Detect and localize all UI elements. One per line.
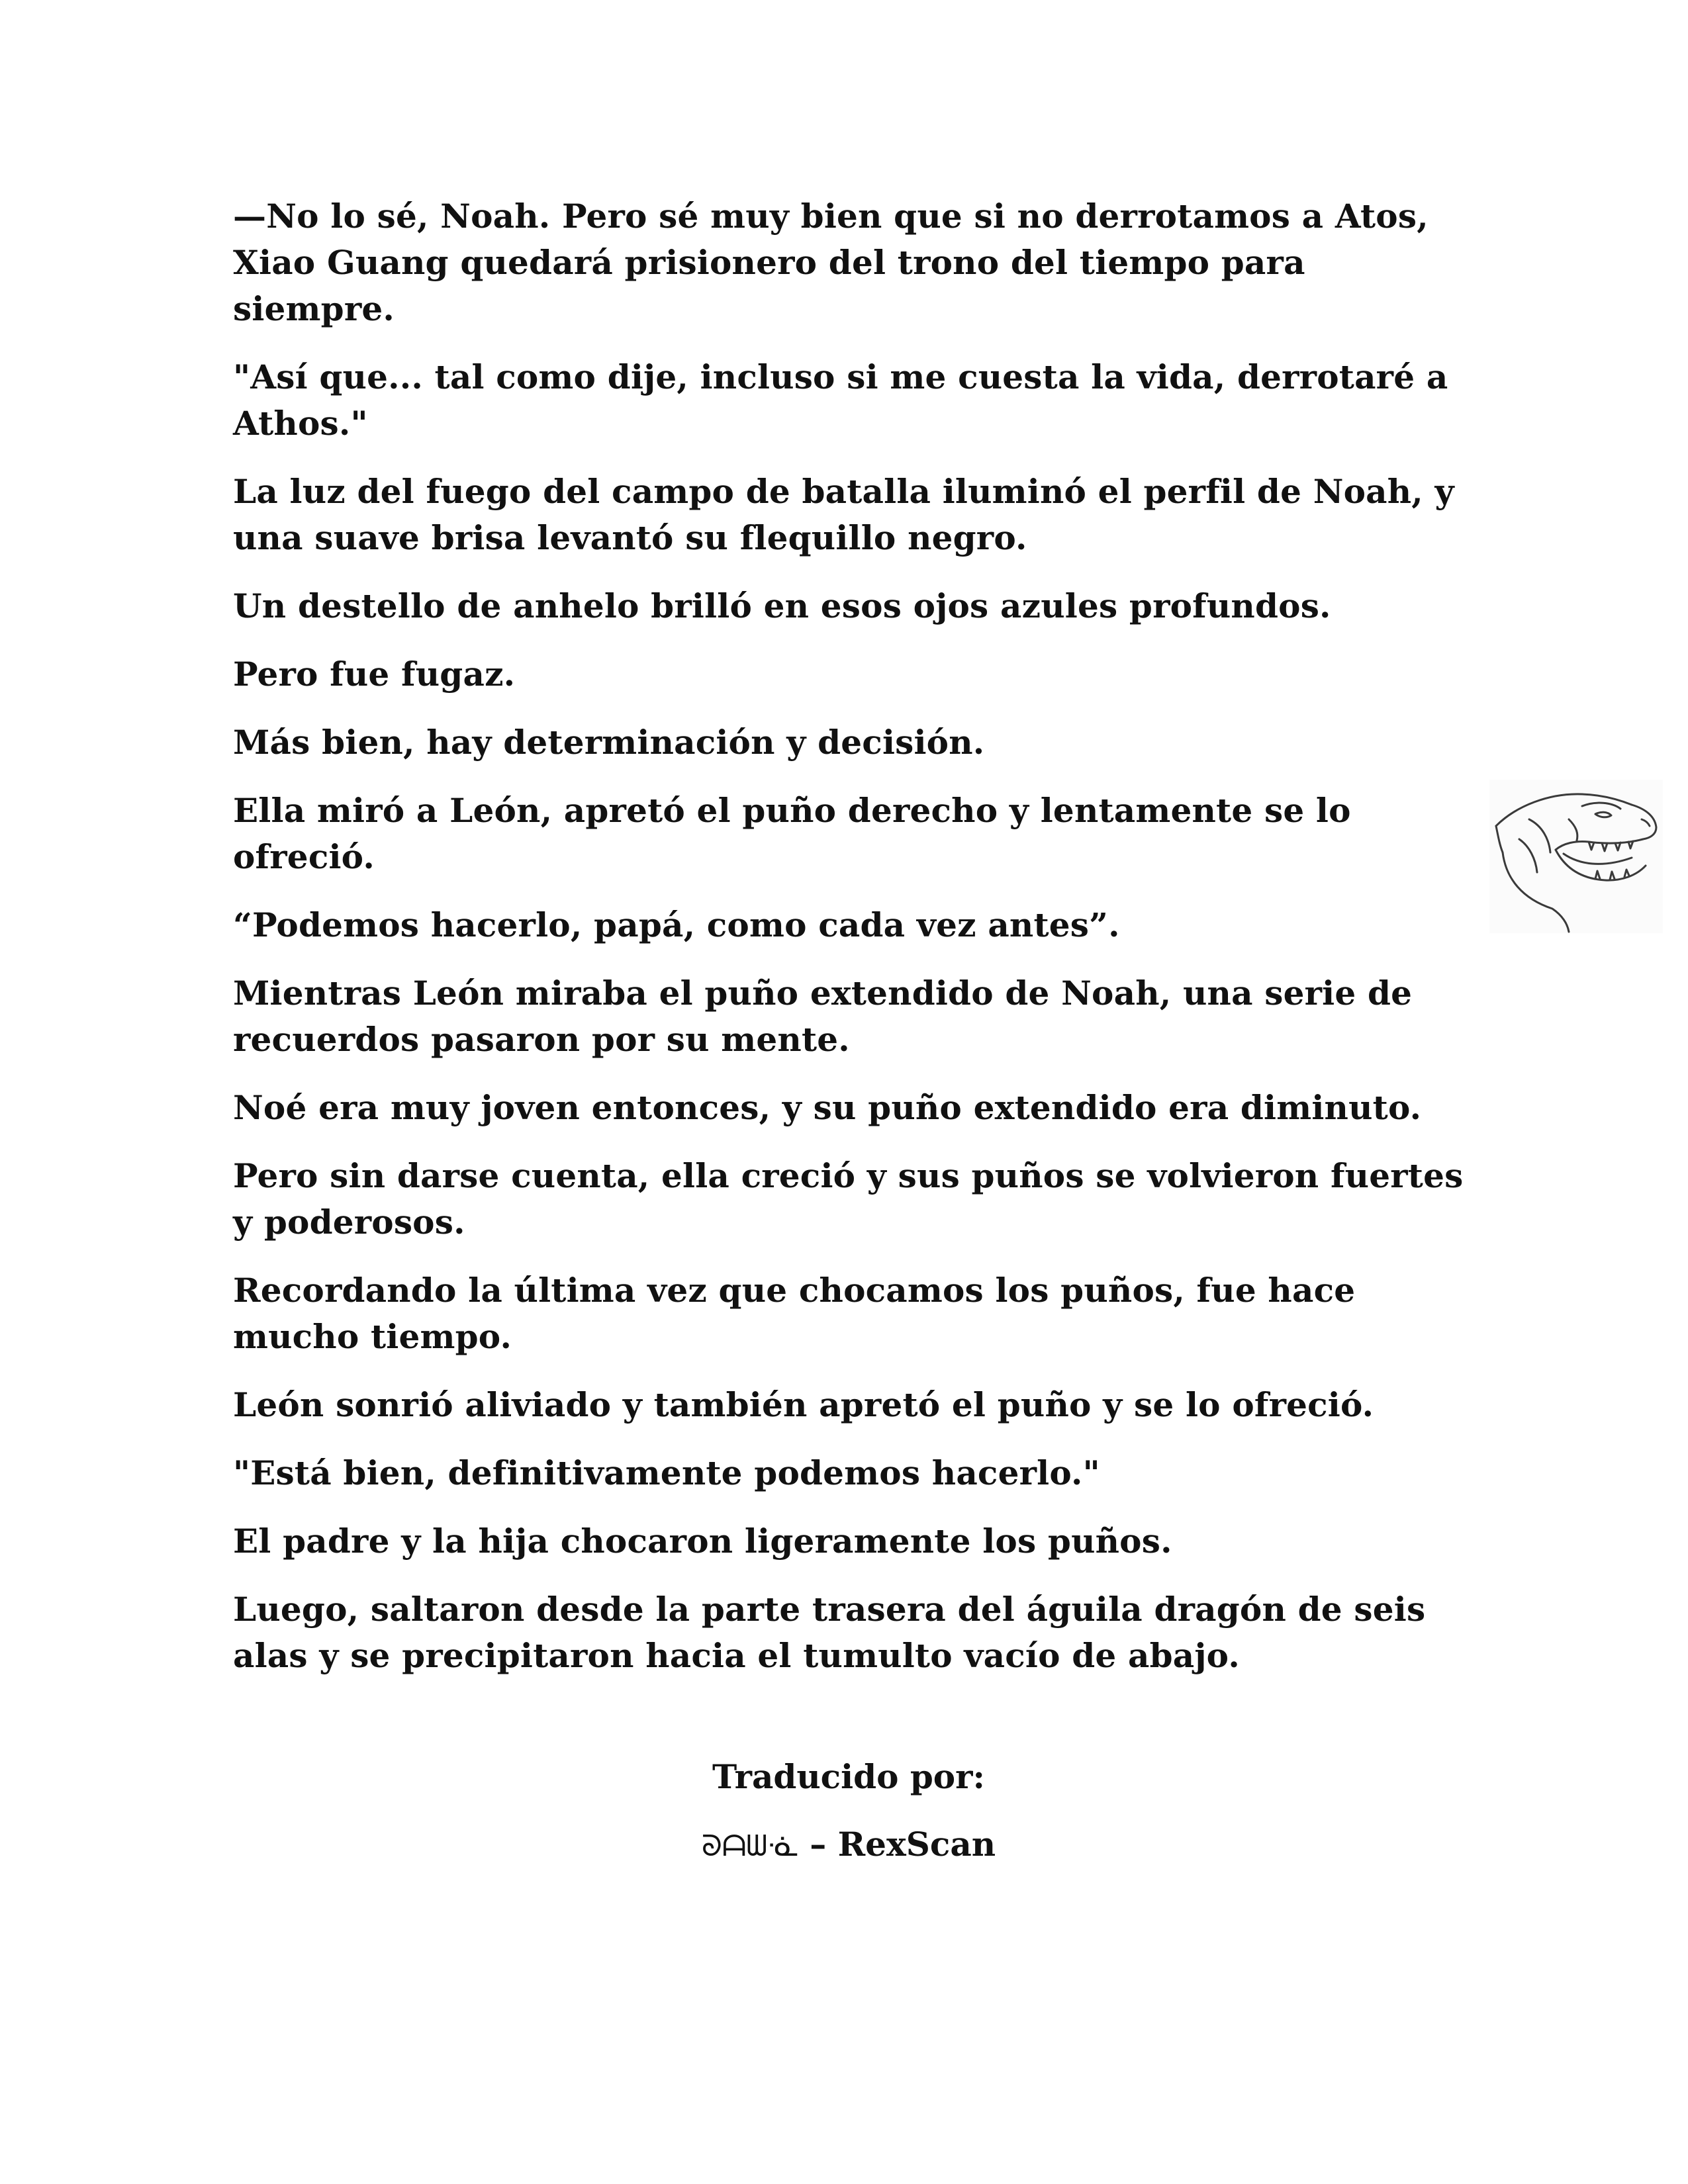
- paragraph: Ella miró a León, apretó el puño derecho y lentamente se lo ofreció.: [233, 791, 1351, 876]
- paragraph: Recordando la última vez que chocamos los puños, fue hace mucho tiempo.: [233, 1271, 1356, 1356]
- paragraph: —No lo sé, Noah. Pero sé muy bien que si no derrotamos a Atos, Xiao Guang quedará prisionero del trono del tiempo para siempre.: [233, 197, 1429, 328]
- credits-separator: –: [798, 1825, 838, 1864]
- paragraph: Más bien, hay determinación y decisión.: [233, 723, 985, 762]
- paragraph: Luego, saltaron desde la parte trasera del águila dragón de seis alas y se precipitaron hacia el tumulto vacío de abajo.: [233, 1590, 1426, 1675]
- paragraph: León sonrió aliviado y también apretó el puño y se lo ofreció.: [233, 1385, 1374, 1424]
- trex-head-sketch-icon: [1489, 780, 1663, 933]
- paragraph: "Así que... tal como dije, incluso si me cuesta la vida, derrotaré a Athos.": [233, 357, 1448, 443]
- credits-title: Traducido por:: [712, 1757, 985, 1796]
- paragraph: El padre y la hija chocaron ligeramente los puños.: [233, 1522, 1172, 1561]
- paragraph: Noé era muy joven entonces, y su puño extendido era diminuto.: [233, 1088, 1422, 1127]
- paragraph: Mientras León miraba el puño extendido de Noah, una serie de recuerdos pasaron por su mente.: [233, 974, 1413, 1059]
- body-text: [233, 193, 1464, 1701]
- paragraph: Pero fue fugaz.: [233, 655, 516, 694]
- paragraph: “Podemos hacerlo, papá, como cada vez antes”.: [233, 905, 1120, 944]
- paragraph: Pero sin darse cuenta, ella creció y sus puños se volvieron fuertes y poderosos.: [233, 1156, 1464, 1242]
- scan-group-name: RexScan: [837, 1825, 996, 1864]
- translator-signature: ᘐᗩᗯᓍ: [701, 1829, 798, 1863]
- paragraph: La luz del fuego del campo de batalla iluminó el perfil de Noah, y una suave brisa levantó su flequillo negro.: [233, 472, 1454, 557]
- credits-line: [233, 1821, 1464, 1870]
- paragraph: Un destello de anhelo brilló en esos ojos azules profundos.: [233, 586, 1331, 625]
- paragraph: "Está bien, definitivamente podemos hacerlo.": [233, 1453, 1100, 1492]
